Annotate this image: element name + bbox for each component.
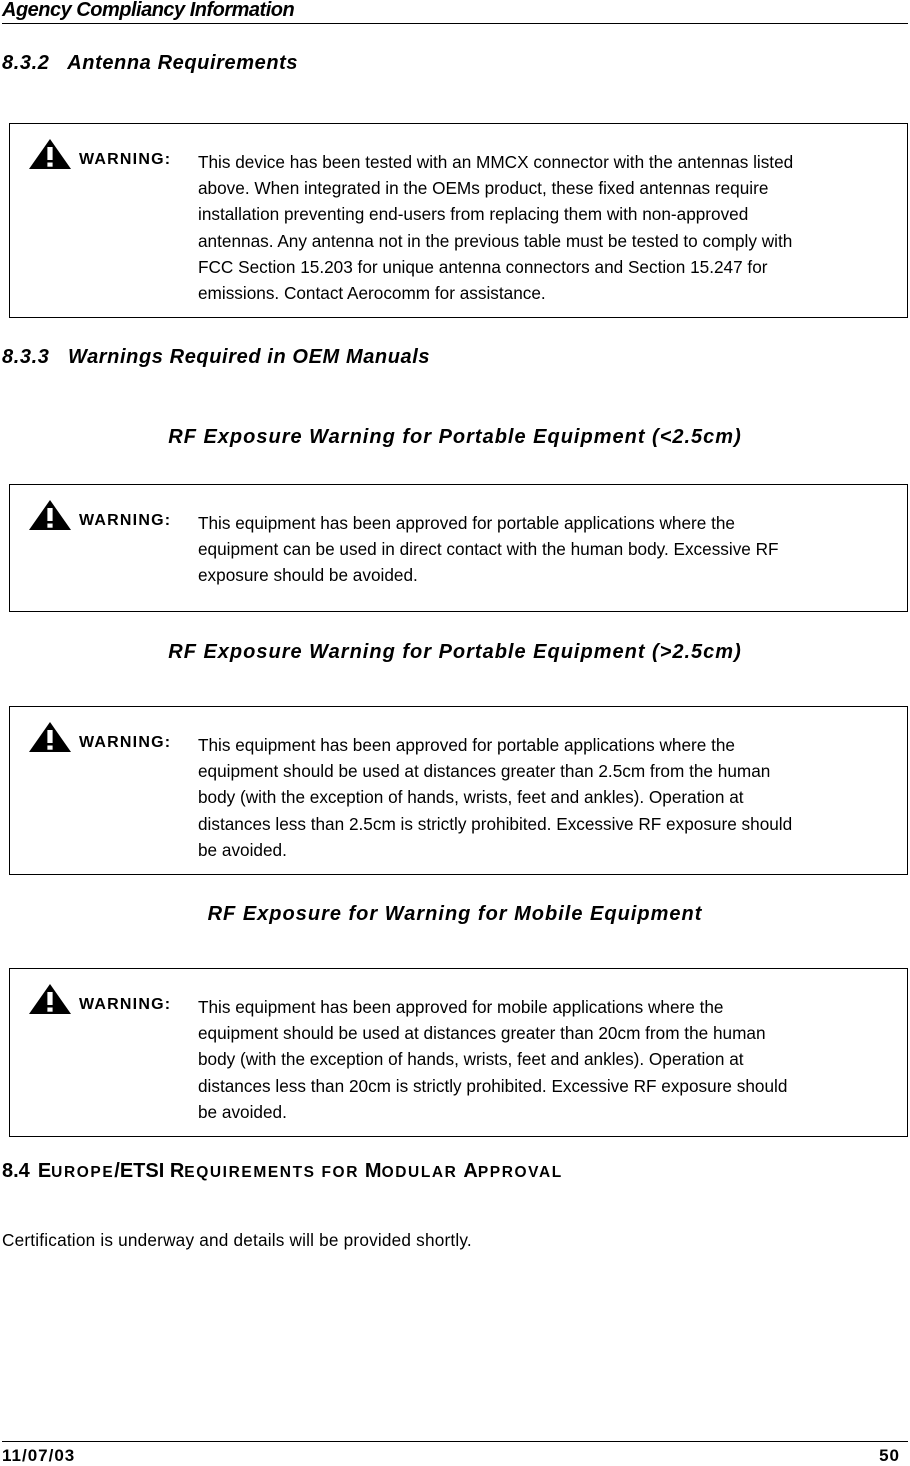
section-heading-8-4: [2, 1160, 563, 1183]
warning-text: This equipment has been approved for portable applications where the equipment should be used at distances greater than 2.5cm from the human body (with the exception of hands, wrists, feet and ankles). Operation at distances less than 2.5cm is strictly prohibited. Excessive RF exposure should be avoided.: [198, 735, 793, 860]
warning-triangle-icon: [28, 138, 72, 170]
section-number: 8.4: [2, 1160, 30, 1182]
heading-word-rest: UROPE: [51, 1164, 115, 1181]
warning-box-portable-gt: [9, 706, 908, 875]
footer-rule: [2, 1441, 908, 1442]
warning-box-mobile: [9, 968, 908, 1137]
subheading-portable-gt-2-5cm: RF Exposure Warning for Portable Equipment (>2.5cm): [168, 641, 742, 663]
warning-triangle-icon: [28, 721, 72, 753]
warning-label: WARNING:: [79, 151, 172, 168]
subheading-portable-lt-2-5cm: RF Exposure Warning for Portable Equipment (<2.5cm): [168, 426, 742, 448]
heading-word-cap: A: [463, 1160, 478, 1182]
warning-box-portable-lt: [9, 484, 908, 612]
certification-paragraph: Certification is underway and details will be provided shortly.: [2, 1230, 472, 1250]
heading-word-cap: R: [164, 1160, 185, 1182]
warning-text: This equipment has been approved for portable applications where the equipment can be used in direct contact with the human body. Excessive RF exposure should be avoided.: [198, 513, 779, 586]
footer-date: 11/07/03: [2, 1446, 76, 1465]
heading-word-cap: /ETSI: [114, 1160, 165, 1182]
warning-text: This device has been tested with an MMCX connector with the antennas listed above. When integrated in the OEMs product, these fixed antennas require installation preventing end-users from replacing them with non-approved antennas. Any antenna not in the previous table must be tested to comply with FCC Section 15.203 for unique antenna connectors and Section 15.247 for emissions. Contact Aerocomm for assistance.: [198, 152, 794, 304]
section-heading-8-3-2: 8.3.2 Antenna Requirements: [2, 52, 299, 74]
subheading-mobile-equipment: RF Exposure for Warning for Mobile Equipment: [207, 903, 703, 925]
heading-word-rest: EQUIREMENTS FOR: [184, 1164, 365, 1181]
heading-word-rest: ODULAR: [381, 1164, 464, 1181]
page-number: 50: [879, 1446, 900, 1465]
warning-triangle-icon: [28, 983, 72, 1015]
warning-label: WARNING:: [79, 512, 172, 529]
warning-label: WARNING:: [79, 734, 172, 751]
warning-box-antenna: [9, 123, 908, 318]
warning-text: This equipment has been approved for mobile applications where the equipment should be used at distances greater than 20cm from the human body (with the exception of hands, wrists, feet and ankles). Operation at distances less than 20cm is strictly prohibited. Excessive RF exposure should be avoided.: [198, 997, 788, 1122]
heading-word-cap: M: [364, 1160, 382, 1182]
warning-triangle-icon: [28, 499, 72, 531]
running-header-title: Agency Compliancy Information: [2, 0, 295, 21]
warning-label: WARNING:: [79, 996, 172, 1013]
heading-word-cap: E: [37, 1160, 52, 1182]
section-heading-8-3-3: 8.3.3 Warnings Required in OEM Manuals: [2, 346, 431, 368]
header-rule: [2, 23, 908, 24]
heading-word-rest: PPROVAL: [477, 1164, 563, 1181]
